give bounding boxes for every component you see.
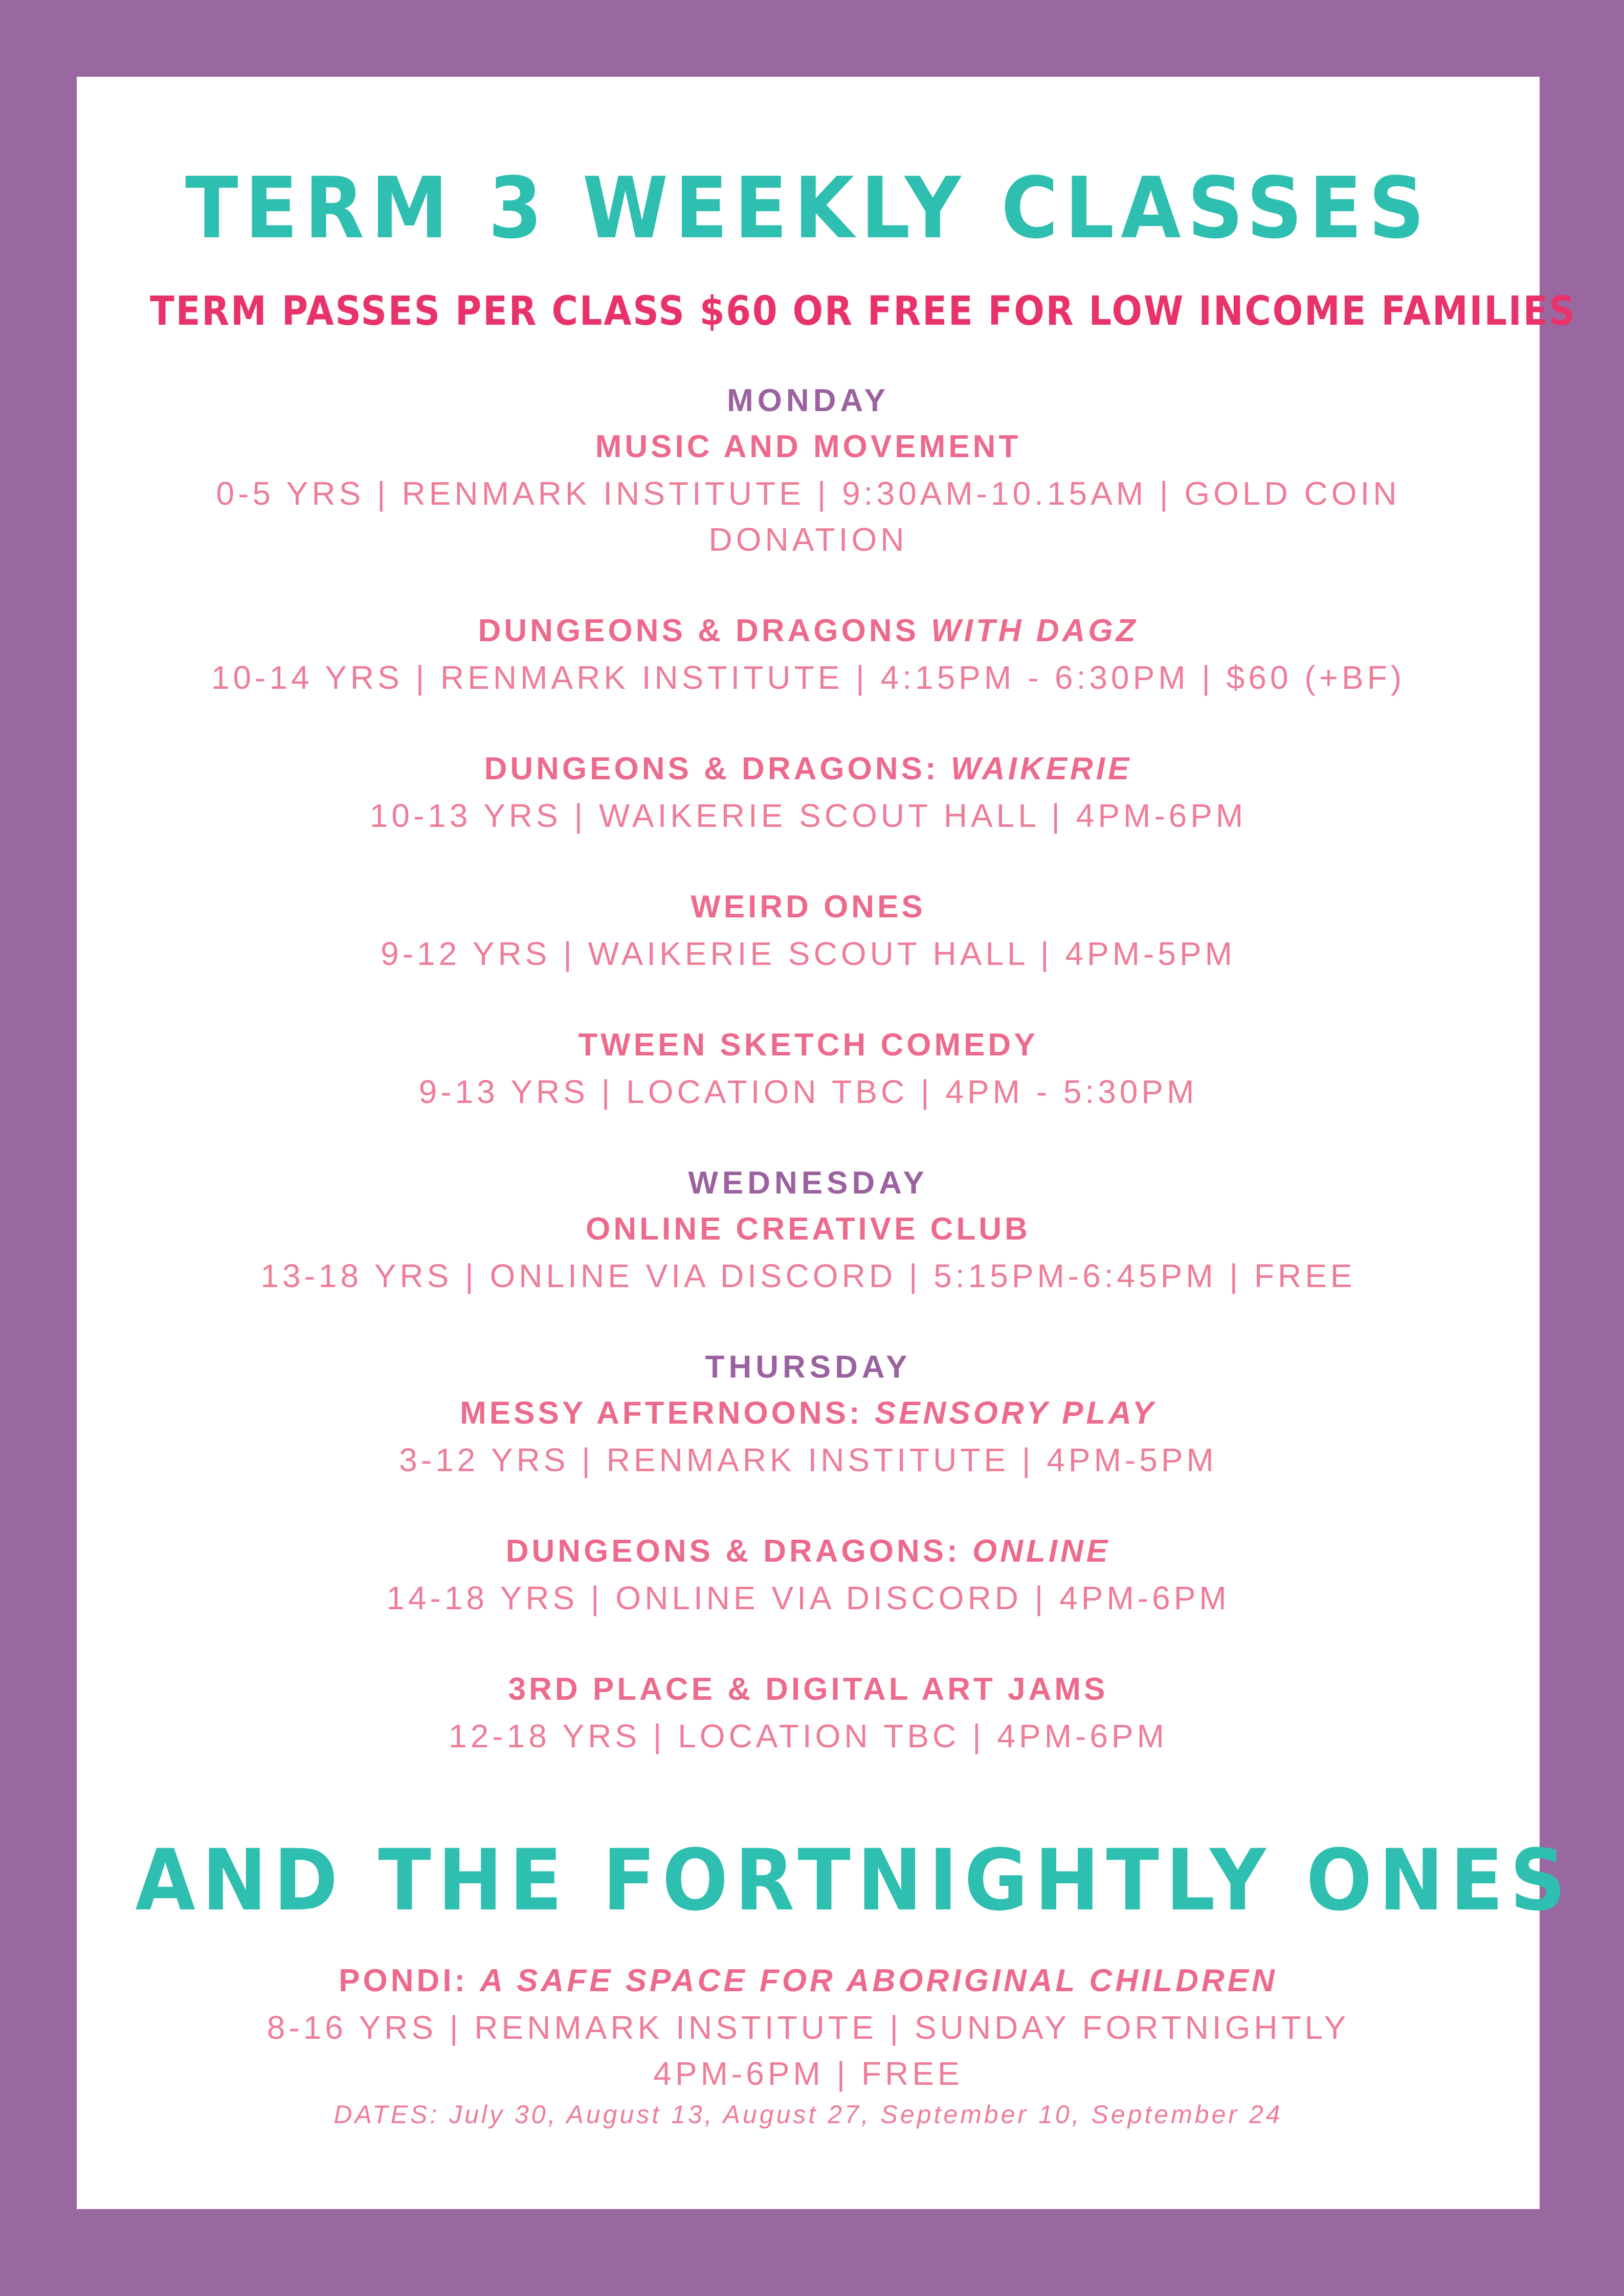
class-details-dnd-with-dagz: 10-14 YRS | RENMARK INSTITUTE | 4:15PM - 6:30PM | $60 (+BF) bbox=[211, 659, 1406, 696]
class-name-pondi: PONDI: A SAFE SPACE FOR ABORIGINAL CHILDREN bbox=[339, 1963, 1278, 1998]
class-details-online-creative-club: 13-18 YRS | ONLINE VIA DISCORD | 5:15PM-6:45PM | FREE bbox=[260, 1257, 1356, 1294]
class-name-dnd-with-dagz: DUNGEONS & DRAGONS WITH DAGZ bbox=[478, 613, 1139, 648]
flyer-card bbox=[77, 77, 1576, 2209]
class-name-digital-art-jams: 3RD PLACE & DIGITAL ART JAMS bbox=[508, 1672, 1108, 1707]
class-details-pondi: 8-16 YRS | RENMARK INSTITUTE | SUNDAY FORTNIGHTLY bbox=[266, 2009, 1350, 2046]
class-details-dnd-online: 14-18 YRS | ONLINE VIA DISCORD | 4PM-6PM bbox=[386, 1580, 1230, 1616]
class-name-weird-ones: WEIRD ONES bbox=[691, 889, 926, 925]
class-details-messy-afternoons: 3-12 YRS | RENMARK INSTITUTE | 4PM-5PM bbox=[399, 1442, 1217, 1478]
fortnightly-title: AND THE FORTNIGHTLY ONES bbox=[135, 1831, 1573, 1929]
class-details-tween-sketch-comedy: 9-13 YRS | LOCATION TBC | 4PM - 5:30PM bbox=[418, 1073, 1198, 1110]
page-title: TERM 3 WEEKLY CLASSES bbox=[185, 159, 1431, 257]
class-details-music-and-movement-cont: DONATION bbox=[708, 521, 908, 558]
class-name-dnd-waikerie: DUNGEONS & DRAGONS: WAIKERIE bbox=[484, 751, 1132, 786]
class-name-dnd-online: DUNGEONS & DRAGONS: ONLINE bbox=[505, 1534, 1111, 1569]
day-heading-wednesday: WEDNESDAY bbox=[688, 1165, 928, 1201]
class-name-messy-afternoons: MESSY AFTERNOONS: SENSORY PLAY bbox=[460, 1395, 1156, 1431]
day-heading-thursday: THURSDAY bbox=[705, 1349, 911, 1385]
class-name-online-creative-club: ONLINE CREATIVE CLUB bbox=[586, 1211, 1031, 1247]
class-details-pondi-cont: 4PM-6PM | FREE bbox=[653, 2055, 963, 2092]
class-details-weird-ones: 9-12 YRS | WAIKERIE SCOUT HALL | 4PM-5PM bbox=[381, 935, 1236, 972]
class-name-music-and-movement: MUSIC AND MOVEMENT bbox=[595, 429, 1021, 464]
day-heading-monday: MONDAY bbox=[727, 383, 889, 418]
page-subtitle: TERM PASSES PER CLASS $60 OR FREE FOR LOW INCOME FAMILIES bbox=[150, 288, 1576, 334]
class-details-dnd-waikerie: 10-13 YRS | WAIKERIE SCOUT HALL | 4PM-6PM bbox=[369, 797, 1247, 834]
class-details-music-and-movement: 0-5 YRS | RENMARK INSTITUTE | 9:30AM-10.15AM | GOLD COIN bbox=[216, 475, 1400, 512]
class-details-digital-art-jams: 12-18 YRS | LOCATION TBC | 4PM-6PM bbox=[449, 1718, 1168, 1754]
class-name-tween-sketch-comedy: TWEEN SKETCH COMEDY bbox=[578, 1027, 1038, 1063]
pondi-dates: DATES: July 30, August 13, August 27, September 10, September 24 bbox=[333, 2100, 1283, 2129]
